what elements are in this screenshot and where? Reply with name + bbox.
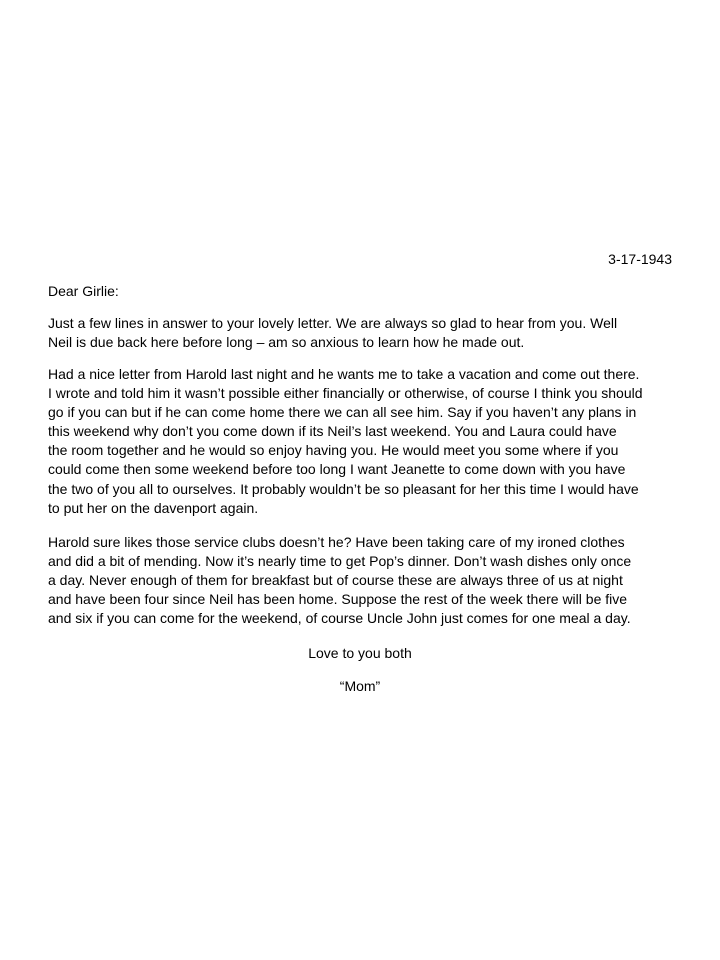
- letter-salutation: Dear Girlie:: [48, 283, 119, 299]
- letter-paragraph-1: Just a few lines in answer to your lovely letter. We are always so glad to hear from you. Well Neil is due back here before long – am so anxious to learn how he made out.: [48, 315, 618, 351]
- letter-paragraph-3: Harold sure likes those service clubs doesn’t he? Have been taking care of my ironed clothes and did a bit of mending. Now it’s nearly time to get Pop’s dinner. Don’t wash dishes only once a day. Never enough of them for breakfast but of course these are always three of us at night and have been four since Neil has been home. Suppose the rest of the week there will be five and six if you can come for the weekend, of course Uncle John just comes for one meal a day.: [48, 534, 632, 627]
- letter-closing: Love to you both: [308, 645, 412, 661]
- letter-date: 3-17-1943: [608, 251, 672, 267]
- letter-paragraph-2: Had a nice letter from Harold last night and he wants me to take a vacation and come out there. I wrote and told him it wasn’t possible either financially or otherwise, of course I think you should go if you can but if he can come home there we can all see him. Say if you haven’t any plans in this weekend why don’t you come down if its Neil’s last weekend. You and Laura could have the room together and he would so enjoy having you. He would meet you some where if you could come then some weekend before too long I want Jeanette to come down with you have the two of you all to ourselves. It probably wouldn’t be so pleasant for her this time I would have to put her on the davenport again.: [48, 366, 643, 516]
- letter-signature: “Mom”: [339, 678, 381, 694]
